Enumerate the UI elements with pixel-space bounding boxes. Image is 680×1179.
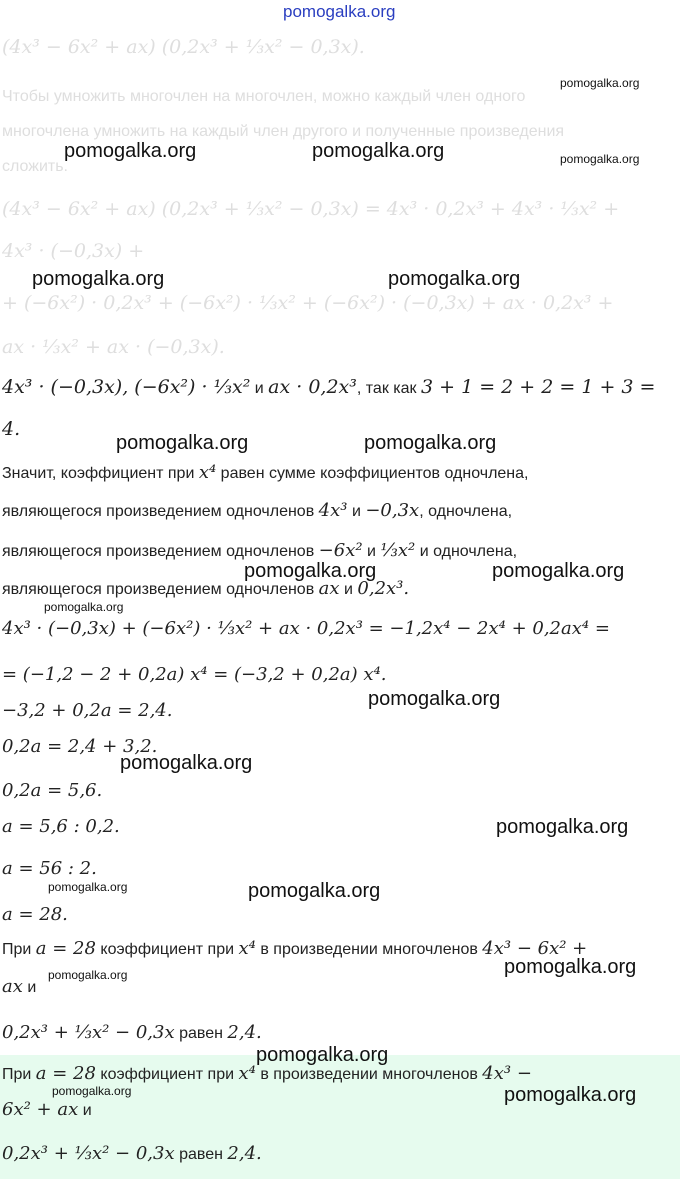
watermark: pomogalka.org	[256, 1044, 389, 1066]
solution-line-9: −3,2 + 0,2a = 2,4.	[2, 700, 173, 721]
answer-line-3: 0,2x³ + ⅓x² − 0,3x равен 2,4.	[2, 1143, 262, 1164]
watermark: pomogalka.org	[248, 880, 381, 902]
solution-line-8: = (−1,2 − 2 + 0,2a) x⁴ = (−3,2 + 0,2a) x⁴.	[2, 664, 387, 685]
solution-line-7: 4x³ · (−0,3x) + (−6x²) · ⅓x² + ax · 0,2x³ = −1,2x⁴ − 2x⁴ + 0,2ax⁴ =	[2, 618, 610, 639]
solution-line-1: 4x³ · (−0,3x), (−6x²) · ⅓x² и ax · 0,2x³, так как 3 + 1 = 2 + 2 = 1 + 3 =	[2, 376, 656, 398]
watermark: pomogalka.org	[244, 560, 377, 582]
watermark: pomogalka.org	[48, 880, 128, 894]
faded-line: ax · ⅓x² + ax · (−0,3x).	[2, 336, 225, 358]
watermark: pomogalka.org	[492, 560, 625, 582]
solution-line-5: являющегося произведением одночленов −6x² и ⅓x² и одночлена,	[2, 540, 518, 561]
answer-block	[0, 1055, 680, 1179]
solution-line-2: 4.	[2, 418, 21, 440]
solution-line-13: a = 56 : 2.	[2, 858, 97, 879]
solution-line-14: a = 28.	[2, 904, 68, 925]
faded-line: (4x³ − 6x² + ax) (0,2x³ + ⅓x² − 0,3x).	[2, 36, 365, 58]
answer-line-2: 6x² + ax и	[2, 1099, 92, 1120]
watermark: pomogalka.org	[52, 1084, 132, 1098]
faded-line: Чтобы умножить многочлен на многочлен, можно каждый член одного	[2, 88, 526, 105]
solution-line-6: являющегося произведением одночленов ax и 0,2x³.	[2, 578, 410, 599]
watermark: pomogalka.org	[504, 1084, 637, 1106]
solution-line-10: 0,2a = 2,4 + 3,2.	[2, 736, 158, 757]
watermark: pomogalka.org	[388, 268, 521, 290]
watermark: pomogalka.org	[560, 152, 640, 166]
watermark: pomogalka.org	[504, 956, 637, 978]
solution-line-11: 0,2a = 5,6.	[2, 780, 103, 801]
faded-line: сложить.	[2, 158, 68, 175]
solution-line-17: 0,2x³ + ⅓x² − 0,3x равен 2,4.	[2, 1022, 262, 1043]
solution-line-4: являющегося произведением одночленов 4x³ и −0,3x, одночлена,	[2, 500, 513, 521]
faded-line: многочлена умножить на каждый член другого и полученные произведения	[2, 123, 565, 140]
watermark: pomogalka.org	[32, 268, 165, 290]
watermark: pomogalka.org	[496, 816, 629, 838]
watermark-top: pomogalka.org	[283, 2, 396, 21]
watermark: pomogalka.org	[364, 432, 497, 454]
answer-line-1: При a = 28 коэффициент при x⁴ в произведении многочленов 4x³ −	[2, 1063, 532, 1084]
watermark: pomogalka.org	[560, 76, 640, 90]
solution-line-12: a = 5,6 : 0,2.	[2, 816, 120, 837]
faded-line: 4x³ · (−0,3x) +	[2, 240, 145, 262]
watermark: pomogalka.org	[48, 968, 128, 982]
watermark: pomogalka.org	[312, 140, 445, 162]
solution-line-3: Значит, коэффициент при x⁴ равен сумме коэффициентов одночлена,	[2, 462, 529, 483]
solution-line-15: При a = 28 коэффициент при x⁴ в произведении многочленов 4x³ − 6x² +	[2, 938, 588, 959]
watermark: pomogalka.org	[368, 688, 501, 710]
faded-line: + (−6x²) · 0,2x³ + (−6x²) · ⅓x² + (−6x²) · (−0,3x) + ax · 0,2x³ +	[2, 292, 614, 314]
watermark: pomogalka.org	[64, 140, 197, 162]
faded-line: (4x³ − 6x² + ax) (0,2x³ + ⅓x² − 0,3x) = 4x³ · 0,2x³ + 4x³ · ⅓x² +	[2, 198, 620, 220]
watermark: pomogalka.org	[120, 752, 253, 774]
solution-line-16: ax и	[2, 976, 37, 997]
watermark: pomogalka.org	[44, 600, 124, 614]
watermark: pomogalka.org	[116, 432, 249, 454]
